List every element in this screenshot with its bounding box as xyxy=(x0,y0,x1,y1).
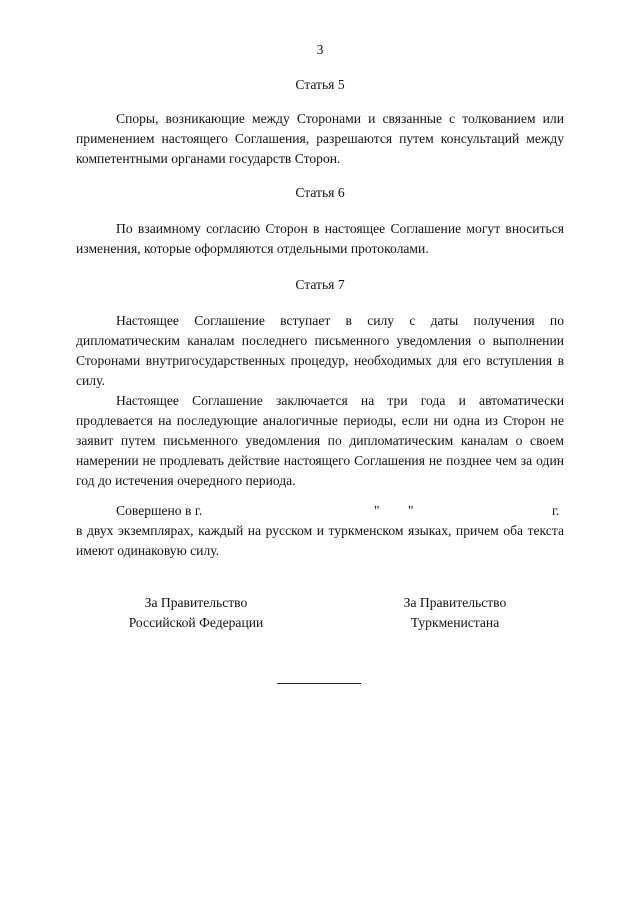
article-6-paragraph-1: По взаимному согласию Сторон в настоящее Соглашение могут вноситься изменения, которые оформляются отдельными протоколами. xyxy=(76,221,564,256)
signature-right xyxy=(335,593,575,633)
closing-text xyxy=(76,521,564,561)
year-suffix: г. xyxy=(552,503,560,518)
signature-right-line2: Туркменистана xyxy=(410,615,500,630)
article-7-text xyxy=(76,311,564,491)
article-6-text xyxy=(76,219,564,259)
article-7-paragraph-1: Настоящее Соглашение вступает в силу с даты получения по дипломатическим каналам последнего письменного уведомления о выполнении Сторонами внутригосударственных процедур, необходимых для его вступления в силу. xyxy=(76,313,564,388)
article-5-paragraph-1: Споры, возникающие между Сторонами и связанные с толкованием или применением настоящего Соглашения, разрешаются путем консультаций между компетентными органами государств Сторон. xyxy=(76,111,564,166)
article-6-heading: Статья 6 xyxy=(295,185,345,200)
article-5-heading: Статья 5 xyxy=(295,77,345,92)
article-7-paragraph-2: Настоящее Соглашение заключается на три года и автоматически продлевается на последующие аналогичные периоды, если ни одна из Сторон не заявит путем письменного уведомления по дипломатическим каналам о своем намерении не продлевать действие настоящего Соглашения не позднее чем за один год до истечения очередного периода. xyxy=(76,393,564,488)
signature-left-line1: За Правительство xyxy=(144,595,248,610)
page-number: 3 xyxy=(316,42,324,57)
signature-left-line2: Российской Федерации xyxy=(128,615,264,630)
closing-paragraph: в двух экземплярах, каждый на русском и туркменском языках, причем оба текста имеют одинаковую силу. xyxy=(76,523,564,558)
signature-left xyxy=(76,593,316,633)
end-divider xyxy=(277,683,361,684)
done-at-line xyxy=(76,501,564,521)
article-7-heading: Статья 7 xyxy=(295,277,345,292)
article-5-text xyxy=(76,109,564,169)
date-quote-open: " xyxy=(374,503,380,518)
done-at-label: Совершено в г. xyxy=(116,503,203,518)
date-quote-close: " xyxy=(408,503,414,518)
signature-right-line1: За Правительство xyxy=(403,595,507,610)
